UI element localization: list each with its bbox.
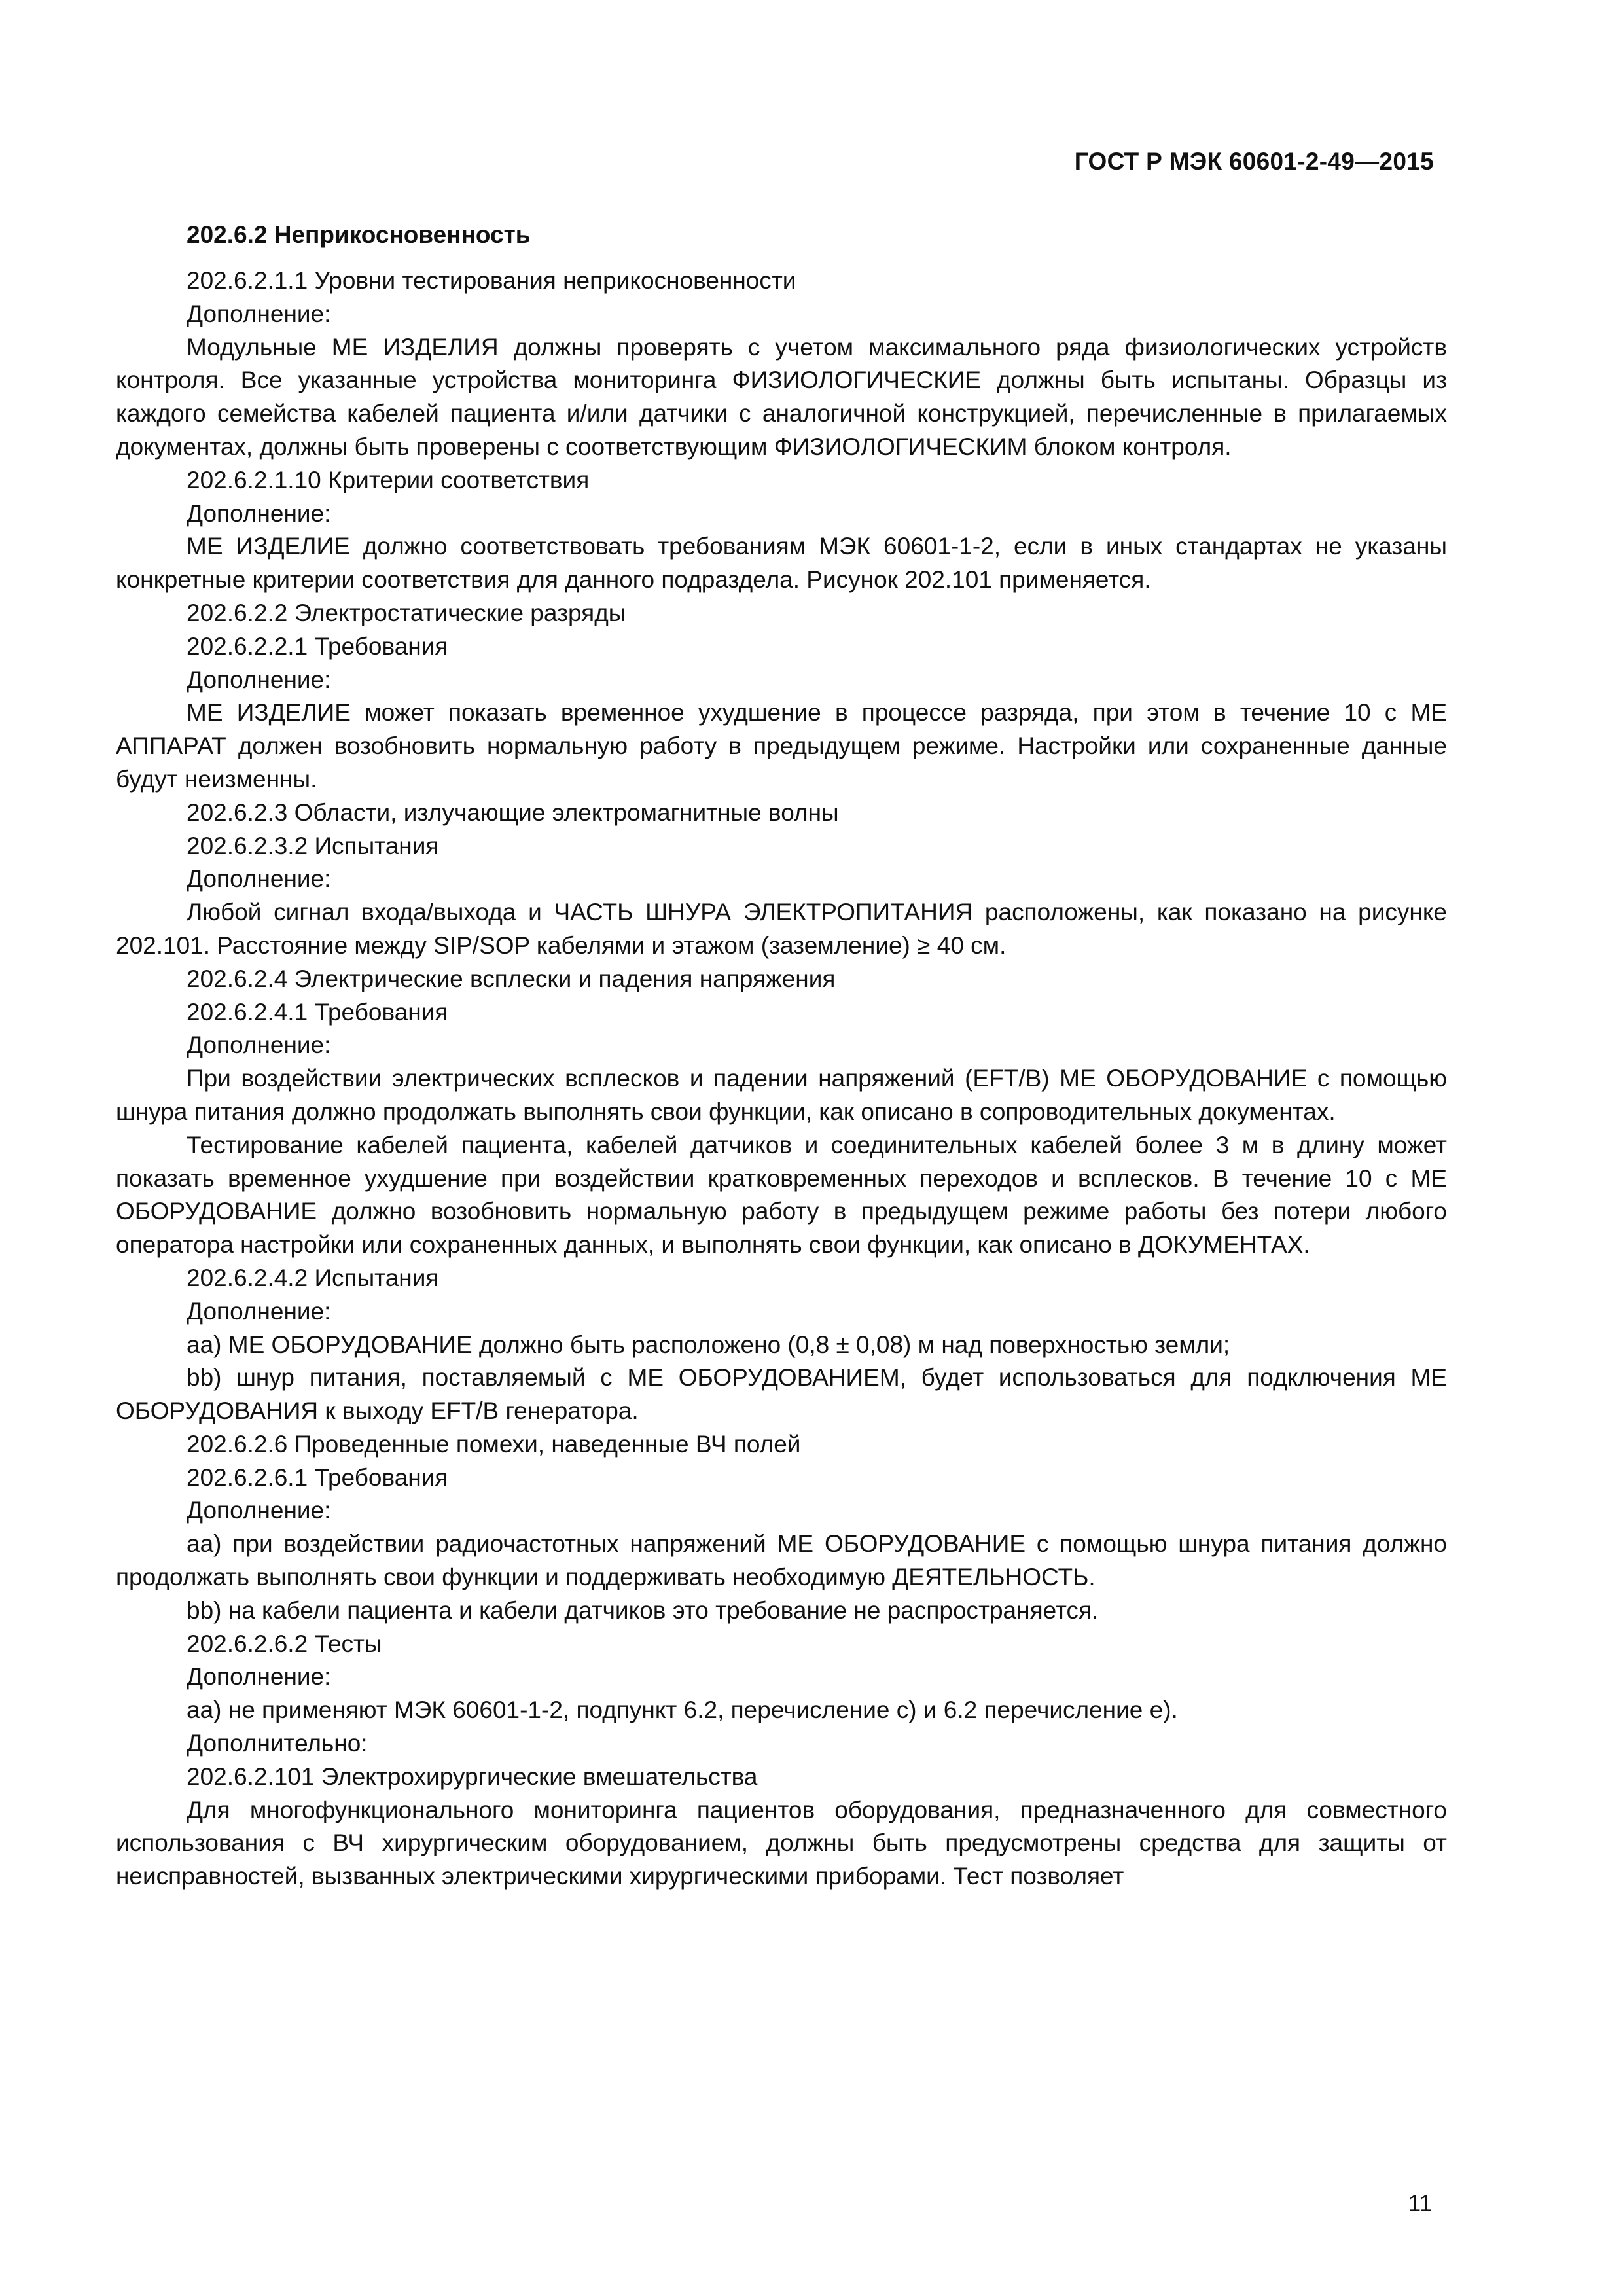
paragraph: 202.6.2.3.2 Испытания: [187, 832, 439, 859]
paragraph: 202.6.2.101 Электрохирургические вмешательства: [187, 1763, 758, 1790]
paragraph: Дополнение:: [187, 666, 331, 693]
paragraph: Любой сигнал входа/выхода и ЧАСТЬ ШНУРА ЭЛЕКТРОПИТАНИЯ расположены, как показано на рисунке 202.101. Расстояние между SIP/SOP кабелями и этажом (заземление) ≥ 40 см.: [116, 899, 1447, 959]
paragraph: Модульные МЕ ИЗДЕЛИЯ должны проверять с учетом максимального ряда физиологических устройств контроля. Все указанные устройства мониторинга ФИЗИОЛОГИЧЕСКИЕ должны быть испытаны. Образцы из каждого семейства кабелей пациента и/или датчики с аналогичной конструкцией, перечисленные в прилагаемых документах, должны быть проверены с соответствующим ФИЗИОЛОГИЧЕСКИМ блоком контроля.: [116, 333, 1447, 460]
paragraph: аа) МЕ ОБОРУДОВАНИЕ должно быть расположено (0,8 ± 0,08) м над поверхностью земли;: [187, 1331, 1230, 1358]
paragraph: аа) при воздействии радиочастотных напряжений МЕ ОБОРУДОВАНИЕ с помощью шнура питания должно продолжать выполнять свои функции и поддерживать необходимую ДЕЯТЕЛЬНОСТЬ.: [116, 1530, 1447, 1591]
paragraph: 202.6.2.1.1 Уровни тестирования неприкосновенности: [187, 267, 796, 294]
document-header: ГОСТ Р МЭК 60601-2-49—2015: [1074, 148, 1434, 175]
paragraph: МЕ ИЗДЕЛИЕ должно соответствовать требованиям МЭК 60601-1-2, если в иных стандартах не указаны конкретные критерии соответствия для данного подраздела. Рисунок 202.101 применяется.: [116, 533, 1447, 594]
page-number: 11: [1408, 2191, 1432, 2216]
paragraph: При воздействии электрических всплесков и падении напряжений (EFT/B) МЕ ОБОРУДОВАНИЕ с помощью шнура питания должно продолжать выполнять свои функции, как описано в сопроводительных документах.: [116, 1065, 1447, 1125]
paragraph: Для многофункционального мониторинга пациентов оборудования, предназначенного для совместного использования с ВЧ хирургическим оборудованием, должны быть предусмотрены средства для защиты от неисправностей, вызванных электрическими хирургическими приборами. Тест позволяет: [116, 1796, 1447, 1890]
paragraph: bb) шнур питания, поставляемый с МЕ ОБОРУДОВАНИЕМ, будет использоваться для подключения МЕ ОБОРУДОВАНИЯ к выходу EFT/B генератора.: [116, 1364, 1447, 1425]
paragraph: Дополнение:: [187, 1663, 331, 1691]
paragraph: 202.6.2.3 Области, излучающие электромагнитные волны: [187, 798, 839, 826]
paragraph: 202.6.2.6.2 Тесты: [187, 1630, 382, 1657]
section-title: 202.6.2 Неприкосновенность: [187, 221, 531, 248]
paragraph: 202.6.2.4.2 Испытания: [187, 1264, 439, 1291]
paragraph: 202.6.2.4.1 Требования: [187, 998, 448, 1026]
paragraph: 202.6.2.4 Электрические всплески и падения напряжения: [187, 965, 836, 992]
paragraph: bb) на кабели пациента и кабели датчиков это требование не распространяется.: [187, 1596, 1099, 1624]
paragraph: 202.6.2.2.1 Требования: [187, 632, 448, 660]
paragraph: 202.6.2.2 Электростатические разряды: [187, 599, 626, 626]
document-body: [116, 219, 1447, 1893]
paragraph: Дополнение:: [187, 300, 331, 327]
paragraph: Дополнение:: [187, 865, 331, 893]
paragraph: Дополнение:: [187, 499, 331, 527]
paragraph: 202.6.2.6 Проведенные помехи, наведенные ВЧ полей: [187, 1430, 801, 1458]
paragraph: Дополнение:: [187, 1297, 331, 1325]
paragraph: Дополнение:: [187, 1031, 331, 1059]
paragraph: 202.6.2.6.1 Требования: [187, 1463, 448, 1491]
paragraph: Тестирование кабелей пациента, кабелей датчиков и соединительных кабелей более 3 м в длину может показать временное ухудшение при воздействии кратковременных переходов и всплесков. В течение 10 с МЕ ОБОРУДОВАНИЕ должно возобновить нормальную работу в предыдущем режиме работы без потери любого оператора настройки или сохраненных данных, и выполнять свои функции, как описано в ДОКУМЕНТАХ.: [116, 1131, 1447, 1259]
paragraph: 202.6.2.1.10 Критерии соответствия: [187, 466, 590, 493]
paragraph: МЕ ИЗДЕЛИЕ может показать временное ухудшение в процессе разряда, при этом в течение 10 с МЕ АППАРАТ должен возобновить нормальную работу в предыдущем режиме. Настройки или сохраненные данные будут неизменны.: [116, 699, 1447, 793]
paragraph: Дополнение:: [187, 1497, 331, 1524]
paragraph: Дополнительно:: [187, 1730, 368, 1757]
paragraph: аа) не применяют МЭК 60601-1-2, подпункт 6.2, перечисление с) и 6.2 перечисление е).: [187, 1696, 1178, 1724]
